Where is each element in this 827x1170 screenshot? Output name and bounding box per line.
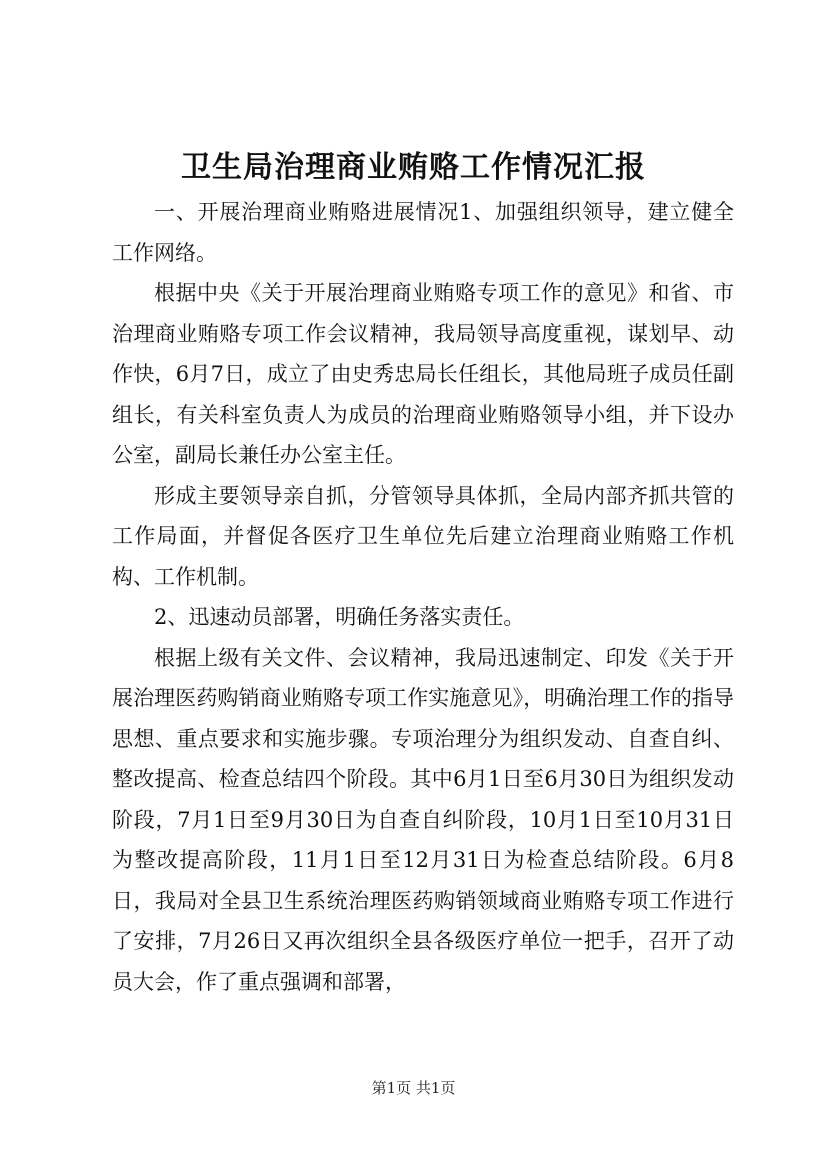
paragraph-2: 根据中央《关于开展治理商业贿赂专项工作的意见》和省、市治理商业贿赂专项工作会议精神，我局领导高度重视，谋划早、动作快，6月7日，成立了由史秀忠局长任组长，其他局班子成员任副组长，有关科室负责人为成员的治理商业贿赂领导小组，并下设办公室，副局长兼任办公室主任。 [112, 281, 734, 467]
document-body [112, 192, 734, 1002]
paragraph-1: 一、开展治理商业贿赂进展情况1、加强组织领导，建立健全工作网络。 [112, 200, 734, 265]
document-title: 卫生局治理商业贿赂工作情况汇报 [181, 150, 646, 185]
paragraph-4: 2、迅速动员部署，明确任务落实责任。 [154, 605, 525, 629]
paragraph-3: 形成主要领导亲自抓，分管领导具体抓，全局内部齐抓共管的工作局面，并督促各医疗卫生单位先后建立治理商业贿赂工作机构、工作机制。 [112, 483, 734, 589]
paragraph-5: 根据上级有关文件、会议精神，我局迅速制定、印发《关于开展治理医药购销商业贿赂专项工作实施意见》，明确治理工作的指导思想、重点要求和实施步骤。专项治理分为组织发动、自查自纠、整改提高、检查总结四个阶段。其中6月1日至6月30日为组织发动阶段，7月1日至9月30日为自查自纠阶段，10月1日至10月31日为整改提高阶段，11月1日至12月31日为检查总结阶段。6月8日，我局对全县卫生系统治理医药购销领域商业贿赂专项工作进行了安排，7月26日又再次组织全县各级医疗单位一把手，召开了动员大会，作了重点强调和部署， [112, 645, 734, 994]
page-footer: 第1页 共1页 [371, 1079, 456, 1097]
